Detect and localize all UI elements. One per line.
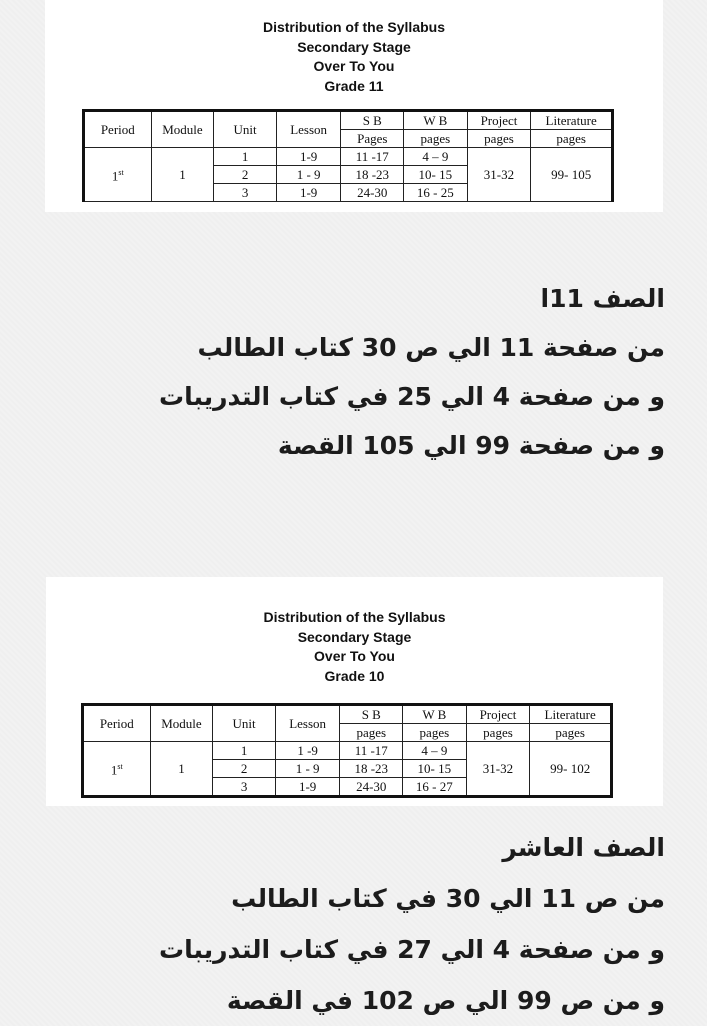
header-sb: S B (341, 111, 404, 130)
lesson-cell: 1-9 (276, 148, 341, 166)
wb-cell: 16 - 27 (403, 778, 467, 797)
header-period: Period (84, 111, 152, 148)
sb-cell: 11 -17 (340, 742, 403, 760)
period-cell: 1st (84, 148, 152, 202)
header-sb-sub: pages (340, 724, 403, 742)
story-range: و من صفحة 99 الي 105 القصة (277, 431, 665, 460)
lesson-cell: 1 -9 (275, 742, 340, 760)
unit-cell: 3 (214, 184, 277, 202)
grade-11-title: الصف 11ا (540, 284, 665, 313)
project-cell: 31-32 (467, 148, 531, 202)
grade-10-syllabus-table (81, 703, 613, 798)
header-period: Period (83, 705, 151, 742)
module-cell: 1 (150, 742, 213, 797)
header-unit: Unit (213, 705, 276, 742)
grade-10-title: الصف العاشر (502, 833, 665, 862)
header-module: Module (151, 111, 214, 148)
wb-cell: 4 – 9 (403, 742, 467, 760)
unit-cell: 2 (214, 166, 277, 184)
header-wb: W B (404, 111, 468, 130)
heading-stage: Secondary Stage (297, 38, 411, 55)
header-wb-sub: pages (403, 724, 467, 742)
unit-cell: 2 (213, 760, 276, 778)
header-wb-sub: pages (404, 130, 468, 148)
header-literature-sub: pages (531, 130, 613, 148)
header-lesson: Lesson (275, 705, 340, 742)
grade-11-syllabus-table (82, 109, 614, 202)
wb-cell: 16 - 25 (404, 184, 468, 202)
header-sb-sub: Pages (341, 130, 404, 148)
wb-cell: 10- 15 (404, 166, 468, 184)
project-cell: 31-32 (466, 742, 530, 797)
sb-cell: 18 -23 (340, 760, 403, 778)
sb-cell: 11 -17 (341, 148, 404, 166)
wb-cell: 10- 15 (403, 760, 467, 778)
header-unit: Unit (214, 111, 277, 148)
sb-cell: 18 -23 (341, 166, 404, 184)
header-project: Project (467, 111, 531, 130)
sb-cell: 24-30 (340, 778, 403, 797)
period-cell: 1st (83, 742, 151, 797)
header-lesson: Lesson (276, 111, 341, 148)
grade-10-heading (46, 608, 663, 686)
lesson-cell: 1-9 (275, 778, 340, 797)
grade-10-syllabus-image (46, 577, 663, 806)
unit-cell: 1 (213, 742, 276, 760)
header-module: Module (150, 705, 213, 742)
heading-title: Distribution of the Syllabus (262, 19, 445, 35)
grade-11-arabic-summary (159, 274, 665, 470)
workbook-range: و من صفحة 4 الي 27 في كتاب التدريبات (159, 935, 665, 964)
header-literature: Literature (531, 111, 613, 130)
student-book-range: من صفحة 11 الي ص 30 كتاب الطالب (197, 333, 665, 362)
heading-stage: Secondary Stage (297, 628, 412, 645)
header-literature-sub: pages (530, 724, 612, 742)
header-sb: S B (340, 705, 403, 724)
heading-book: Over To You (314, 648, 395, 664)
header-project-sub: pages (466, 724, 530, 742)
literature-cell: 99- 102 (530, 742, 612, 797)
lesson-cell: 1 - 9 (276, 166, 341, 184)
lesson-cell: 1 - 9 (275, 760, 340, 778)
unit-cell: 1 (214, 148, 277, 166)
header-literature: Literature (530, 705, 612, 724)
header-wb: W B (403, 705, 467, 724)
unit-cell: 3 (213, 778, 276, 797)
grade-10-arabic-summary (159, 822, 665, 1026)
workbook-range: و من صفحة 4 الي 25 في كتاب التدريبات (159, 382, 665, 411)
table-row (84, 148, 613, 166)
grade-11-heading (45, 18, 663, 96)
lesson-cell: 1-9 (276, 184, 341, 202)
sb-cell: 24-30 (341, 184, 404, 202)
wb-cell: 4 – 9 (404, 148, 468, 166)
heading-title: Distribution of the Syllabus (263, 609, 446, 625)
heading-book: Over To You (313, 58, 395, 74)
module-cell: 1 (151, 148, 214, 202)
student-book-range: من ص 11 الي 30 في كتاب الطالب (231, 884, 665, 913)
table-row (83, 742, 612, 760)
heading-grade: Grade 11 (324, 77, 384, 94)
header-project-sub: pages (467, 130, 531, 148)
grade-11-syllabus-image (45, 0, 663, 212)
story-range: و من ص 99 الي ص 102 في القصة (226, 986, 665, 1015)
heading-grade: Grade 10 (324, 667, 385, 684)
header-project: Project (466, 705, 530, 724)
literature-cell: 99- 105 (531, 148, 613, 202)
